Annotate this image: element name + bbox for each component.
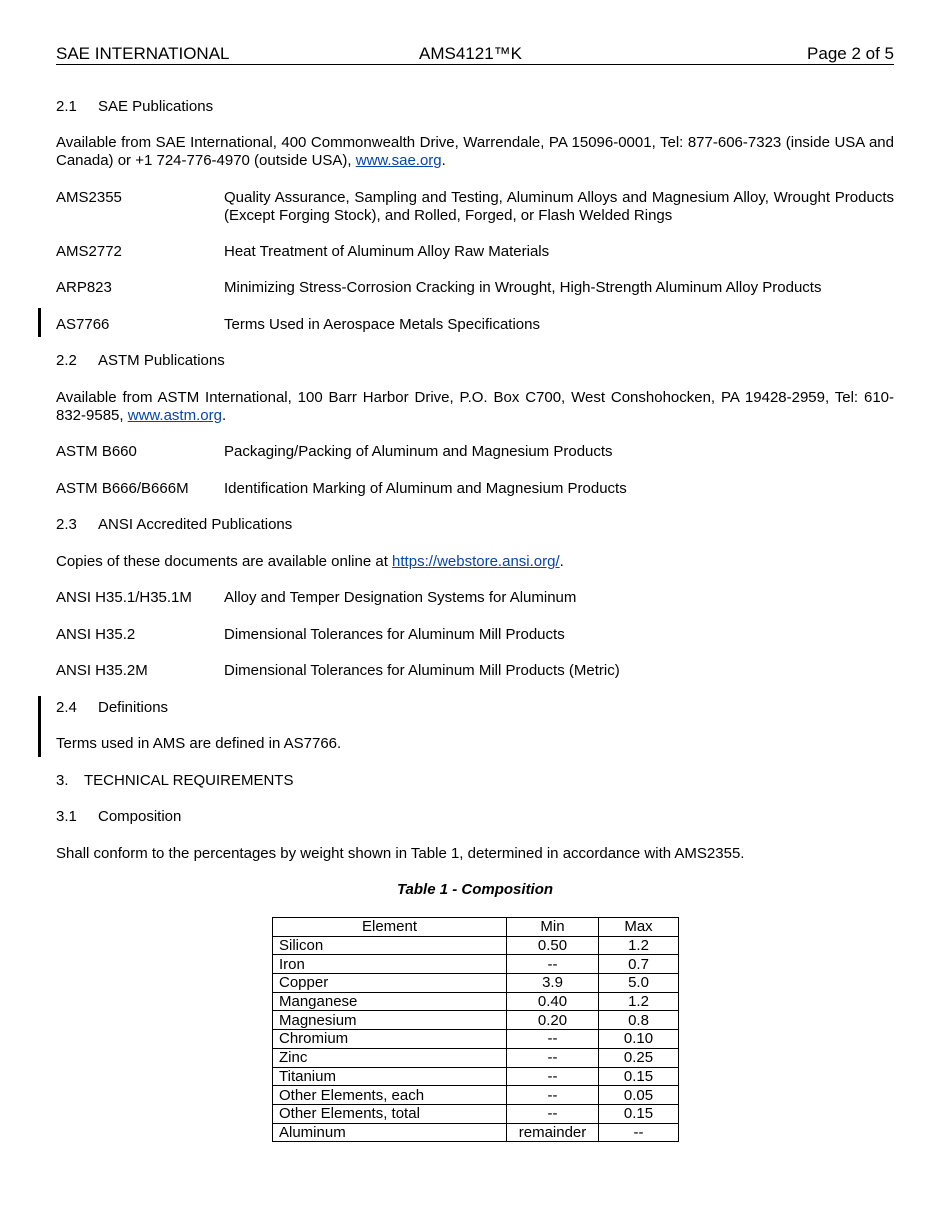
table-cell: -- <box>507 1048 599 1067</box>
ansi-link[interactable]: https://webstore.ansi.org/ <box>392 553 560 570</box>
ref-title: Dimensional Tolerances for Aluminum Mill Products (Metric) <box>224 662 620 679</box>
header-page-number: Page 2 of 5 <box>807 44 894 63</box>
table-cell: -- <box>599 1123 679 1142</box>
table-row <box>273 1123 679 1142</box>
table-cell: -- <box>507 955 599 974</box>
table-row <box>273 955 679 974</box>
composition-table <box>272 917 679 1142</box>
page-header <box>56 44 894 65</box>
section-3-heading: 3. TECHNICAL REQUIREMENTS <box>56 772 294 789</box>
ref-title: Minimizing Stress-Corrosion Cracking in Wrought, High-Strength Aluminum Alloy Products <box>224 279 822 296</box>
table-cell: 0.8 <box>599 1011 679 1030</box>
table-cell: Titanium <box>273 1067 507 1086</box>
table-cell: 0.15 <box>599 1104 679 1123</box>
table-cell: Magnesium <box>273 1011 507 1030</box>
ref-code: ANSI H35.2M <box>56 662 148 679</box>
ref-code: ASTM B666/B666M <box>56 480 189 497</box>
table-cell: Manganese <box>273 992 507 1011</box>
table-cell: 0.50 <box>507 936 599 955</box>
table-cell: Chromium <box>273 1030 507 1049</box>
table-cell: -- <box>507 1104 599 1123</box>
table-cell: 0.10 <box>599 1030 679 1049</box>
table-row <box>273 1048 679 1067</box>
ref-code: ARP823 <box>56 279 112 296</box>
table-cell: Zinc <box>273 1048 507 1067</box>
ref-code: ANSI H35.1/H35.1M <box>56 589 192 606</box>
section-2-1-heading: 2.1 SAE Publications <box>56 98 214 115</box>
change-bar <box>38 696 41 757</box>
table-cell: 0.7 <box>599 955 679 974</box>
table-cell: 0.15 <box>599 1067 679 1086</box>
ref-title: Packaging/Packing of Aluminum and Magnesium Products <box>224 443 613 460</box>
astm-link[interactable]: www.astm.org <box>127 407 222 424</box>
table-cell: -- <box>507 1030 599 1049</box>
table-cell: 3.9 <box>507 974 599 993</box>
table-cell: 0.20 <box>507 1011 599 1030</box>
table-row <box>273 1030 679 1049</box>
table-cell: 1.2 <box>599 936 679 955</box>
ref-title: Alloy and Temper Designation Systems for Aluminum <box>224 589 577 606</box>
table-cell: Other Elements, total <box>273 1104 507 1123</box>
table-row <box>273 1086 679 1105</box>
table-cell: 0.05 <box>599 1086 679 1105</box>
section-2-2-heading: 2.2 ASTM Publications <box>56 352 225 369</box>
header-org: SAE INTERNATIONAL <box>56 44 230 63</box>
table-row <box>273 1011 679 1030</box>
section-2-3-heading: 2.3 ANSI Accredited Publications <box>56 516 293 533</box>
table-cell: -- <box>507 1067 599 1086</box>
section-2-3-availability: Copies of these documents are available online at https://webstore.ansi.org/. <box>56 553 564 570</box>
table-row <box>273 936 679 955</box>
table-cell: Silicon <box>273 936 507 955</box>
table-cell: Other Elements, each <box>273 1086 507 1105</box>
table-cell: 0.40 <box>507 992 599 1011</box>
section-2-1-availability: Available from SAE International, 400 Commonwealth Drive, Warrendale, PA 15096-0001, Tel: 877-606-7323 (inside USA and Canada) or +1 724-776-4970 (outside USA), www.sae.org. <box>56 134 894 169</box>
ref-code: AMS2355 <box>56 189 122 206</box>
table-caption: Table 1 - Composition <box>396 881 554 898</box>
header-doc-id: AMS4121™K <box>419 44 522 63</box>
table-header-row <box>273 918 679 937</box>
ref-code: AS7766 <box>56 316 110 333</box>
table-cell: Iron <box>273 955 507 974</box>
section-3-1-heading: 3.1 Composition <box>56 808 182 825</box>
section-3-1-text: Shall conform to the percentages by weight shown in Table 1, determined in accordance with AMS2355. <box>56 845 745 862</box>
table-cell: remainder <box>507 1123 599 1142</box>
table-row <box>273 992 679 1011</box>
ref-title: Terms Used in Aerospace Metals Specifications <box>224 316 540 333</box>
section-2-4-heading: 2.4 Definitions <box>56 699 169 716</box>
ref-title: Identification Marking of Aluminum and Magnesium Products <box>224 480 627 497</box>
table-cell: -- <box>507 1086 599 1105</box>
sae-link[interactable]: www.sae.org <box>355 152 442 169</box>
column-header: Max <box>599 918 679 937</box>
ref-title: Dimensional Tolerances for Aluminum Mill Products <box>224 626 565 643</box>
table-cell: Aluminum <box>273 1123 507 1142</box>
table-cell: Copper <box>273 974 507 993</box>
table-cell: 0.25 <box>599 1048 679 1067</box>
section-2-4-text: Terms used in AMS are defined in AS7766. <box>56 735 342 752</box>
table-row <box>273 1104 679 1123</box>
column-header: Min <box>507 918 599 937</box>
change-bar <box>38 308 41 337</box>
section-2-2-availability: Available from ASTM International, 100 Barr Harbor Drive, P.O. Box C700, West Conshohocken, PA 19428-2959, Tel: 610-832-9585, www.astm.org. <box>56 389 894 424</box>
table-cell: 1.2 <box>599 992 679 1011</box>
ref-code: ASTM B660 <box>56 443 137 460</box>
table-cell: 5.0 <box>599 974 679 993</box>
column-header: Element <box>273 918 507 937</box>
ref-code: ANSI H35.2 <box>56 626 136 643</box>
table-row <box>273 1067 679 1086</box>
ref-code: AMS2772 <box>56 243 122 260</box>
table-row <box>273 974 679 993</box>
ref-title: Quality Assurance, Sampling and Testing, Aluminum Alloys and Magnesium Alloy, Wrought Products (Except Forging Stock), and Rolled, Forged, or Flash Welded Rings <box>224 189 894 224</box>
ref-title: Heat Treatment of Aluminum Alloy Raw Materials <box>224 243 550 260</box>
